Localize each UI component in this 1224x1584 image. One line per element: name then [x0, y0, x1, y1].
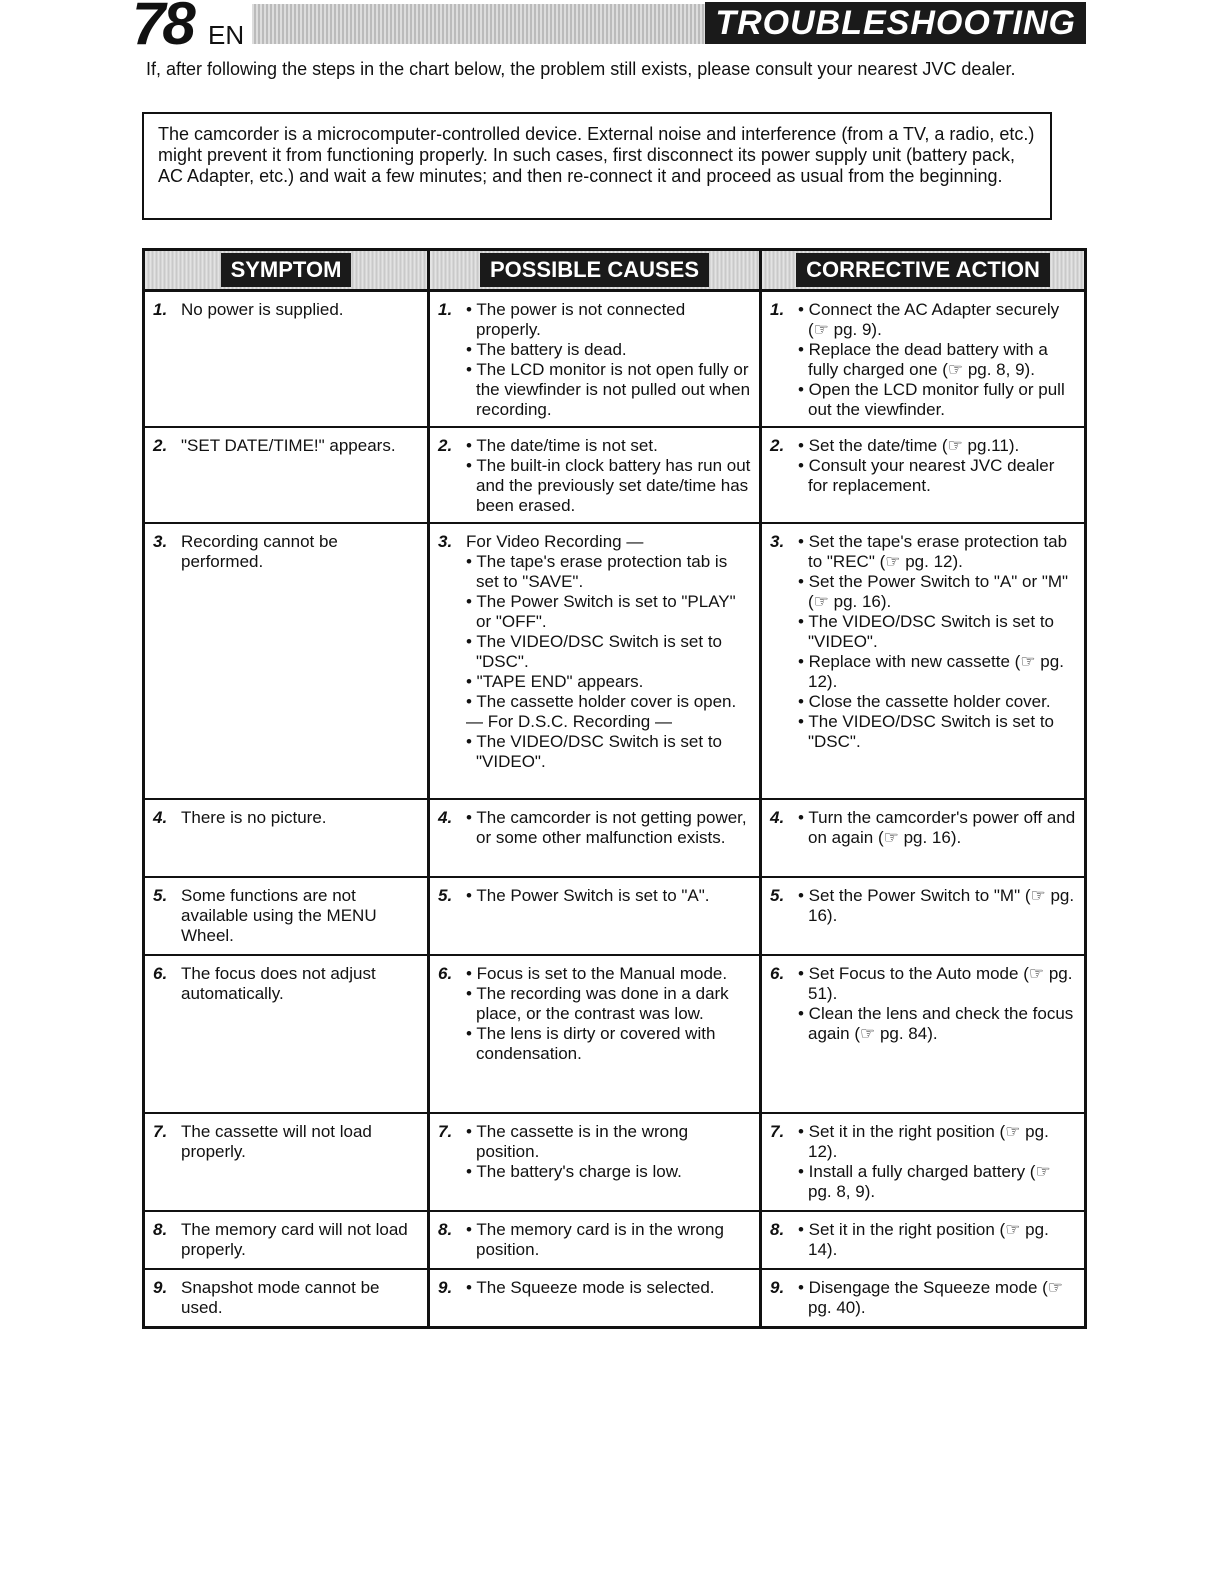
symptom-cell — [144, 291, 429, 428]
table-row — [144, 291, 1086, 428]
row-number: 6. — [438, 964, 453, 983]
list-item: • Replace the dead battery with a fully charged one (☞ pg. 8, 9). — [798, 340, 1048, 379]
header-symptom: SYMPTOM — [144, 250, 429, 291]
row-number: 1. — [770, 300, 785, 319]
row-number: 3. — [770, 532, 785, 551]
row-number: 4. — [438, 808, 453, 827]
causes-cell — [429, 955, 761, 1113]
causes-cell — [429, 1211, 761, 1269]
header-causes: POSSIBLE CAUSES — [429, 250, 761, 291]
symptom-text: Some functions are not available using the MENU Wheel. — [181, 886, 377, 945]
symptom-text: "SET DATE/TIME!" appears. — [181, 436, 396, 455]
list-item: • The Power Switch is set to "PLAY" or "OFF". — [466, 592, 736, 631]
list-item: • Install a fully charged battery (☞ pg. 8, 9). — [798, 1162, 1051, 1201]
row-number: 5. — [770, 886, 785, 905]
list-item: For Video Recording — — [466, 532, 644, 551]
list-item: • The battery's charge is low. — [466, 1162, 682, 1181]
list-item: • The built-in clock battery has run out and the previously set date/time has been erased. — [466, 456, 751, 515]
list-item: • Consult your nearest JVC dealer for replacement. — [798, 456, 1055, 495]
list-item: • The lens is dirty or covered with condensation. — [466, 1024, 716, 1063]
list-item: • Close the cassette holder cover. — [798, 692, 1051, 711]
causes-cell — [429, 799, 761, 877]
list-item: • "TAPE END" appears. — [466, 672, 644, 691]
troubleshooting-table — [142, 248, 1087, 1329]
causes-cell — [429, 523, 761, 799]
list-item: • Connect the AC Adapter securely (☞ pg. 9). — [798, 300, 1060, 339]
symptom-cell — [144, 955, 429, 1113]
list-item: • Open the LCD monitor fully or pull out the viewfinder. — [798, 380, 1065, 419]
causes-cell — [429, 1113, 761, 1211]
list-item: • The VIDEO/DSC Switch is set to "DSC". — [466, 632, 722, 671]
table-row — [144, 877, 1086, 955]
list-item: • Set the date/time (☞ pg.11). — [798, 436, 1020, 455]
row-number: 4. — [770, 808, 785, 827]
symptom-cell — [144, 523, 429, 799]
action-cell — [761, 1269, 1086, 1327]
action-cell — [761, 799, 1086, 877]
action-cell — [761, 1113, 1086, 1211]
list-item: • The tape's erase protection tab is set to "SAVE". — [466, 552, 728, 591]
list-item: • Turn the camcorder's power off and on again (☞ pg. 16). — [798, 808, 1076, 847]
list-item: • Set the Power Switch to "M" (☞ pg. 16). — [798, 886, 1075, 925]
row-number: 9. — [153, 1278, 168, 1297]
row-number: 5. — [438, 886, 453, 905]
table-row — [144, 1269, 1086, 1327]
row-number: 8. — [770, 1220, 785, 1239]
intro-text: If, after following the steps in the chart below, the problem still exists, please consult your nearest JVC dealer. — [146, 59, 1016, 79]
list-item: • The recording was done in a dark place, or the contrast was low. — [466, 984, 729, 1023]
page-header — [132, 0, 1086, 57]
list-item: • The VIDEO/DSC Switch is set to "VIDEO". — [466, 732, 722, 771]
list-item: • Set Focus to the Auto mode (☞ pg. 51). — [798, 964, 1073, 1003]
table-header-row — [144, 250, 1086, 291]
row-number: 6. — [770, 964, 785, 983]
list-item: • Replace with new cassette (☞ pg. 12). — [798, 652, 1064, 691]
list-item: • Set it in the right position (☞ pg. 14). — [798, 1220, 1049, 1259]
list-item: • Disengage the Squeeze mode (☞ pg. 40). — [798, 1278, 1064, 1317]
causes-cell — [429, 877, 761, 955]
list-item: • Set the tape's erase protection tab to "REC" (☞ pg. 12). — [798, 532, 1068, 571]
list-item: • The camcorder is not getting power, or some other malfunction exists. — [466, 808, 747, 847]
table-row — [144, 523, 1086, 799]
row-number: 6. — [153, 964, 168, 983]
list-item: • The power is not connected properly. — [466, 300, 686, 339]
symptom-text: Snapshot mode cannot be used. — [181, 1278, 380, 1317]
page-language: EN — [208, 20, 245, 50]
causes-cell — [429, 291, 761, 428]
table-row — [144, 955, 1086, 1113]
row-number: 1. — [153, 300, 168, 319]
symptom-cell — [144, 1211, 429, 1269]
symptom-text: No power is supplied. — [181, 300, 344, 319]
list-item: • The battery is dead. — [466, 340, 627, 359]
notice-box: The camcorder is a microcomputer-controlled device. External noise and interference (from a TV, a radio, etc.) might prevent it from functioning properly. In such cases, first disconnect its power supply unit (battery pack, AC Adapter, etc.) and wait a few minutes; and then re-connect it and proceed as usual from the beginning. — [142, 112, 1052, 220]
row-number: 2. — [770, 436, 785, 455]
header-action: CORRECTIVE ACTION — [761, 250, 1086, 291]
page-number: 78 — [132, 0, 193, 57]
list-item: • The cassette holder cover is open. — [466, 692, 737, 711]
row-number: 9. — [770, 1278, 785, 1297]
symptom-text: The focus does not adjust automatically. — [181, 964, 376, 1003]
list-item: • The Squeeze mode is selected. — [466, 1278, 715, 1297]
list-item: • The memory card is in the wrong position. — [466, 1220, 724, 1259]
row-number: 5. — [153, 886, 168, 905]
table-row — [144, 1211, 1086, 1269]
list-item: — For D.S.C. Recording — — [466, 712, 672, 731]
row-number: 4. — [153, 808, 168, 827]
row-number: 7. — [770, 1122, 785, 1141]
row-number: 3. — [153, 532, 168, 551]
list-item: • The VIDEO/DSC Switch is set to "VIDEO". — [798, 612, 1054, 651]
table-row — [144, 1113, 1086, 1211]
list-item: • Focus is set to the Manual mode. — [466, 964, 728, 983]
symptom-cell — [144, 1269, 429, 1327]
action-cell — [761, 427, 1086, 523]
row-number: 7. — [153, 1122, 168, 1141]
row-number: 1. — [438, 300, 453, 319]
row-number: 7. — [438, 1122, 453, 1141]
symptom-cell — [144, 799, 429, 877]
list-item: • The date/time is not set. — [466, 436, 658, 455]
list-item: • The Power Switch is set to "A". — [466, 886, 710, 905]
action-cell — [761, 1211, 1086, 1269]
symptom-cell — [144, 1113, 429, 1211]
action-cell — [761, 291, 1086, 428]
action-cell — [761, 523, 1086, 799]
symptom-text: Recording cannot be performed. — [181, 532, 338, 571]
list-item: • Set it in the right position (☞ pg. 12). — [798, 1122, 1049, 1161]
symptom-text: The memory card will not load properly. — [181, 1220, 408, 1259]
row-number: 9. — [438, 1278, 453, 1297]
action-cell — [761, 955, 1086, 1113]
page-title: TROUBLESHOOTING — [705, 2, 1086, 44]
symptom-cell — [144, 427, 429, 523]
row-number: 8. — [438, 1220, 453, 1239]
table-row — [144, 427, 1086, 523]
row-number: 8. — [153, 1220, 168, 1239]
symptom-text: The cassette will not load properly. — [181, 1122, 372, 1161]
list-item: • The VIDEO/DSC Switch is set to "DSC". — [798, 712, 1054, 751]
row-number: 2. — [438, 436, 453, 455]
list-item: • The cassette is in the wrong position. — [466, 1122, 689, 1161]
table-row — [144, 799, 1086, 877]
action-cell — [761, 877, 1086, 955]
list-item: • Set the Power Switch to "A" or "M" (☞ pg. 16). — [798, 572, 1069, 611]
list-item: • Clean the lens and check the focus again (☞ pg. 84). — [798, 1004, 1074, 1043]
symptom-cell — [144, 877, 429, 955]
row-number: 3. — [438, 532, 453, 551]
symptom-text: There is no picture. — [181, 808, 327, 827]
row-number: 2. — [153, 436, 168, 455]
causes-cell — [429, 427, 761, 523]
list-item: • The LCD monitor is not open fully or the viewfinder is not pulled out when recording. — [466, 360, 751, 419]
causes-cell — [429, 1269, 761, 1327]
